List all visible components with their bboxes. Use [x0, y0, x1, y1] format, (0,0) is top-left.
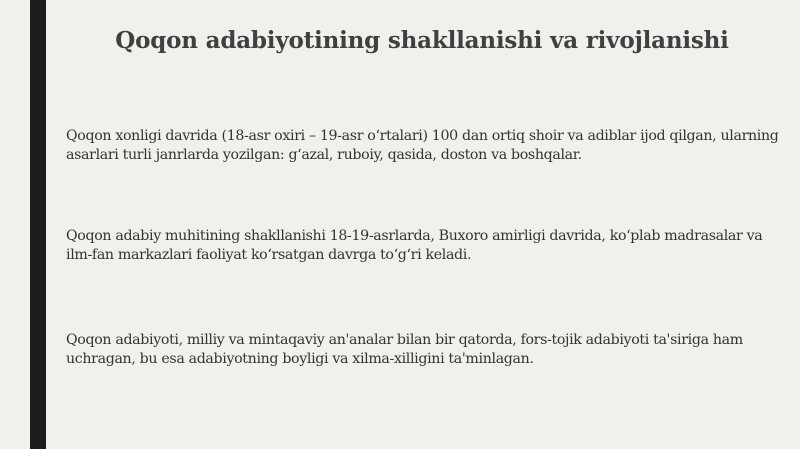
slide-title: Qoqon adabiyotining shakllanishi va rivojlanishi: [115, 27, 729, 54]
paragraph-2: Qoqon adabiy muhitining shakllanishi 18-19-asrlarda, Buxoro amirligi davrida, ko‘plab madrasalar va ilm-fan markazlari faoliyat ko‘rsatgan davrga to‘g‘ri keladi.: [66, 228, 763, 263]
paragraph-1: Qoqon xonligi davrida (18-asr oxiri – 19-asr o‘rtalari) 100 dan ortiq shoir va adiblar ijod qilgan, ularning asarlari turli janrlarda yozilgan: g‘azal, ruboiy, qasida, doston va boshqalar.: [66, 128, 779, 163]
accent-bar: [30, 0, 46, 449]
paragraph-3: Qoqon adabiyoti, milliy va mintaqaviy an'analar bilan bir qatorda, fors-tojik adabiyoti ta'siriga ham uchragan, bu esa adabiyotning boyligi va xilma-xilligini ta'minlagan.: [66, 332, 743, 367]
